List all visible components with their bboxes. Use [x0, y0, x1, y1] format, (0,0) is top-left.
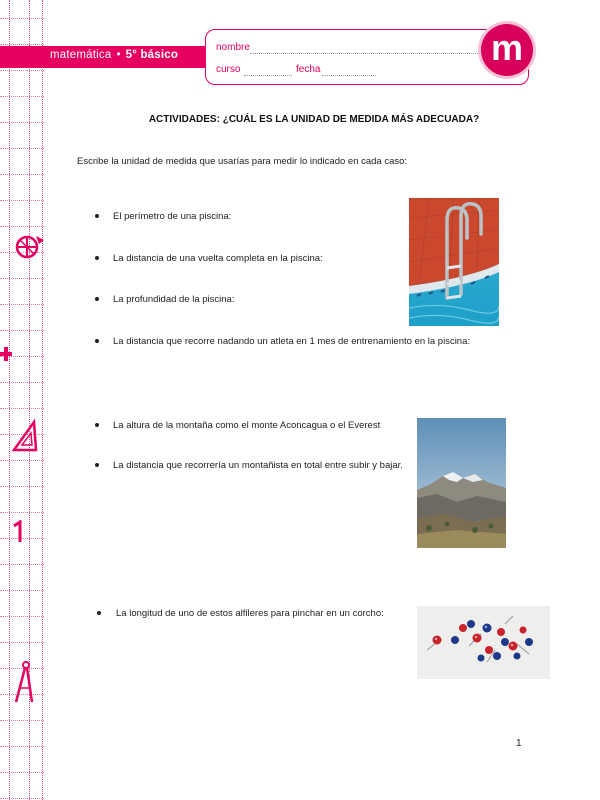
push-pins-photo	[417, 606, 550, 679]
list-item: La altura de la montaña como el monte Aconcagua o el Everest	[113, 420, 381, 431]
page-number: 1	[516, 738, 522, 749]
margin-tick	[0, 486, 44, 487]
brand-logo: m	[481, 24, 533, 76]
margin-tick	[0, 772, 44, 773]
margin-tick	[0, 330, 44, 331]
margin-tick	[0, 564, 44, 565]
margin-tick	[0, 44, 44, 45]
margin-tick	[0, 746, 44, 747]
date-line[interactable]	[322, 75, 376, 76]
margin-tick	[0, 408, 44, 409]
margin-tick	[0, 278, 44, 279]
margin-tick	[0, 798, 44, 799]
margin-tick	[0, 200, 44, 201]
number-one-icon	[10, 520, 28, 544]
pool-ladder-photo	[409, 198, 499, 326]
name-line[interactable]	[250, 53, 482, 54]
course-label: curso	[216, 64, 241, 75]
triangle-ruler-icon	[10, 418, 40, 454]
margin-tick	[0, 382, 44, 383]
student-info-card	[205, 29, 529, 85]
bullet-icon	[95, 463, 99, 467]
bullet-icon	[97, 611, 101, 615]
intro-text: Escribe la unidad de medida que usarías para medir lo indicado en cada caso:	[77, 156, 408, 167]
margin-tick	[0, 720, 44, 721]
margin-tick	[0, 590, 44, 591]
bullet-icon	[95, 423, 99, 427]
name-label: nombre	[216, 42, 250, 53]
compass-icon	[12, 660, 36, 706]
bullet-icon	[95, 256, 99, 260]
bullet-icon	[95, 214, 99, 218]
protractor-icon	[12, 230, 46, 264]
grade-label: 5° básico	[125, 49, 179, 61]
margin-tick	[0, 512, 44, 513]
list-item: La distancia que recorrería un montañista en total entre subir y bajar.	[113, 460, 403, 471]
margin-tick	[0, 70, 44, 71]
course-line[interactable]	[244, 75, 292, 76]
margin-tick	[0, 642, 44, 643]
list-item: La distancia de una vuelta completa en la piscina:	[113, 253, 323, 264]
bullet-icon	[95, 297, 99, 301]
margin-tick	[0, 96, 44, 97]
subject-separator: •	[116, 49, 121, 61]
subject-label	[50, 49, 178, 61]
mountain-photo	[417, 418, 506, 548]
margin-tick	[0, 460, 44, 461]
margin-tick	[0, 226, 44, 227]
list-item: La longitud de uno de estos alfileres para pinchar en un corcho:	[116, 608, 384, 619]
margin-tick	[0, 174, 44, 175]
date-label: fecha	[296, 64, 321, 75]
list-item: La profundidad de la piscina:	[113, 294, 235, 305]
list-item: El perímetro de una piscina:	[113, 211, 232, 222]
plus-icon	[0, 346, 14, 362]
bullet-icon	[95, 339, 99, 343]
margin-tick	[0, 18, 44, 19]
margin-tick	[0, 616, 44, 617]
margin-tick	[0, 148, 44, 149]
list-item: La distancia que recorre nadando un atleta en 1 mes de entrenamiento en la piscina:	[113, 336, 471, 347]
margin-tick	[0, 304, 44, 305]
subject-name: matemática	[50, 49, 112, 61]
page-title: ACTIVIDADES: ¿CUÁL ES LA UNIDAD DE MEDIDA MÁS ADECUADA?	[148, 114, 480, 125]
